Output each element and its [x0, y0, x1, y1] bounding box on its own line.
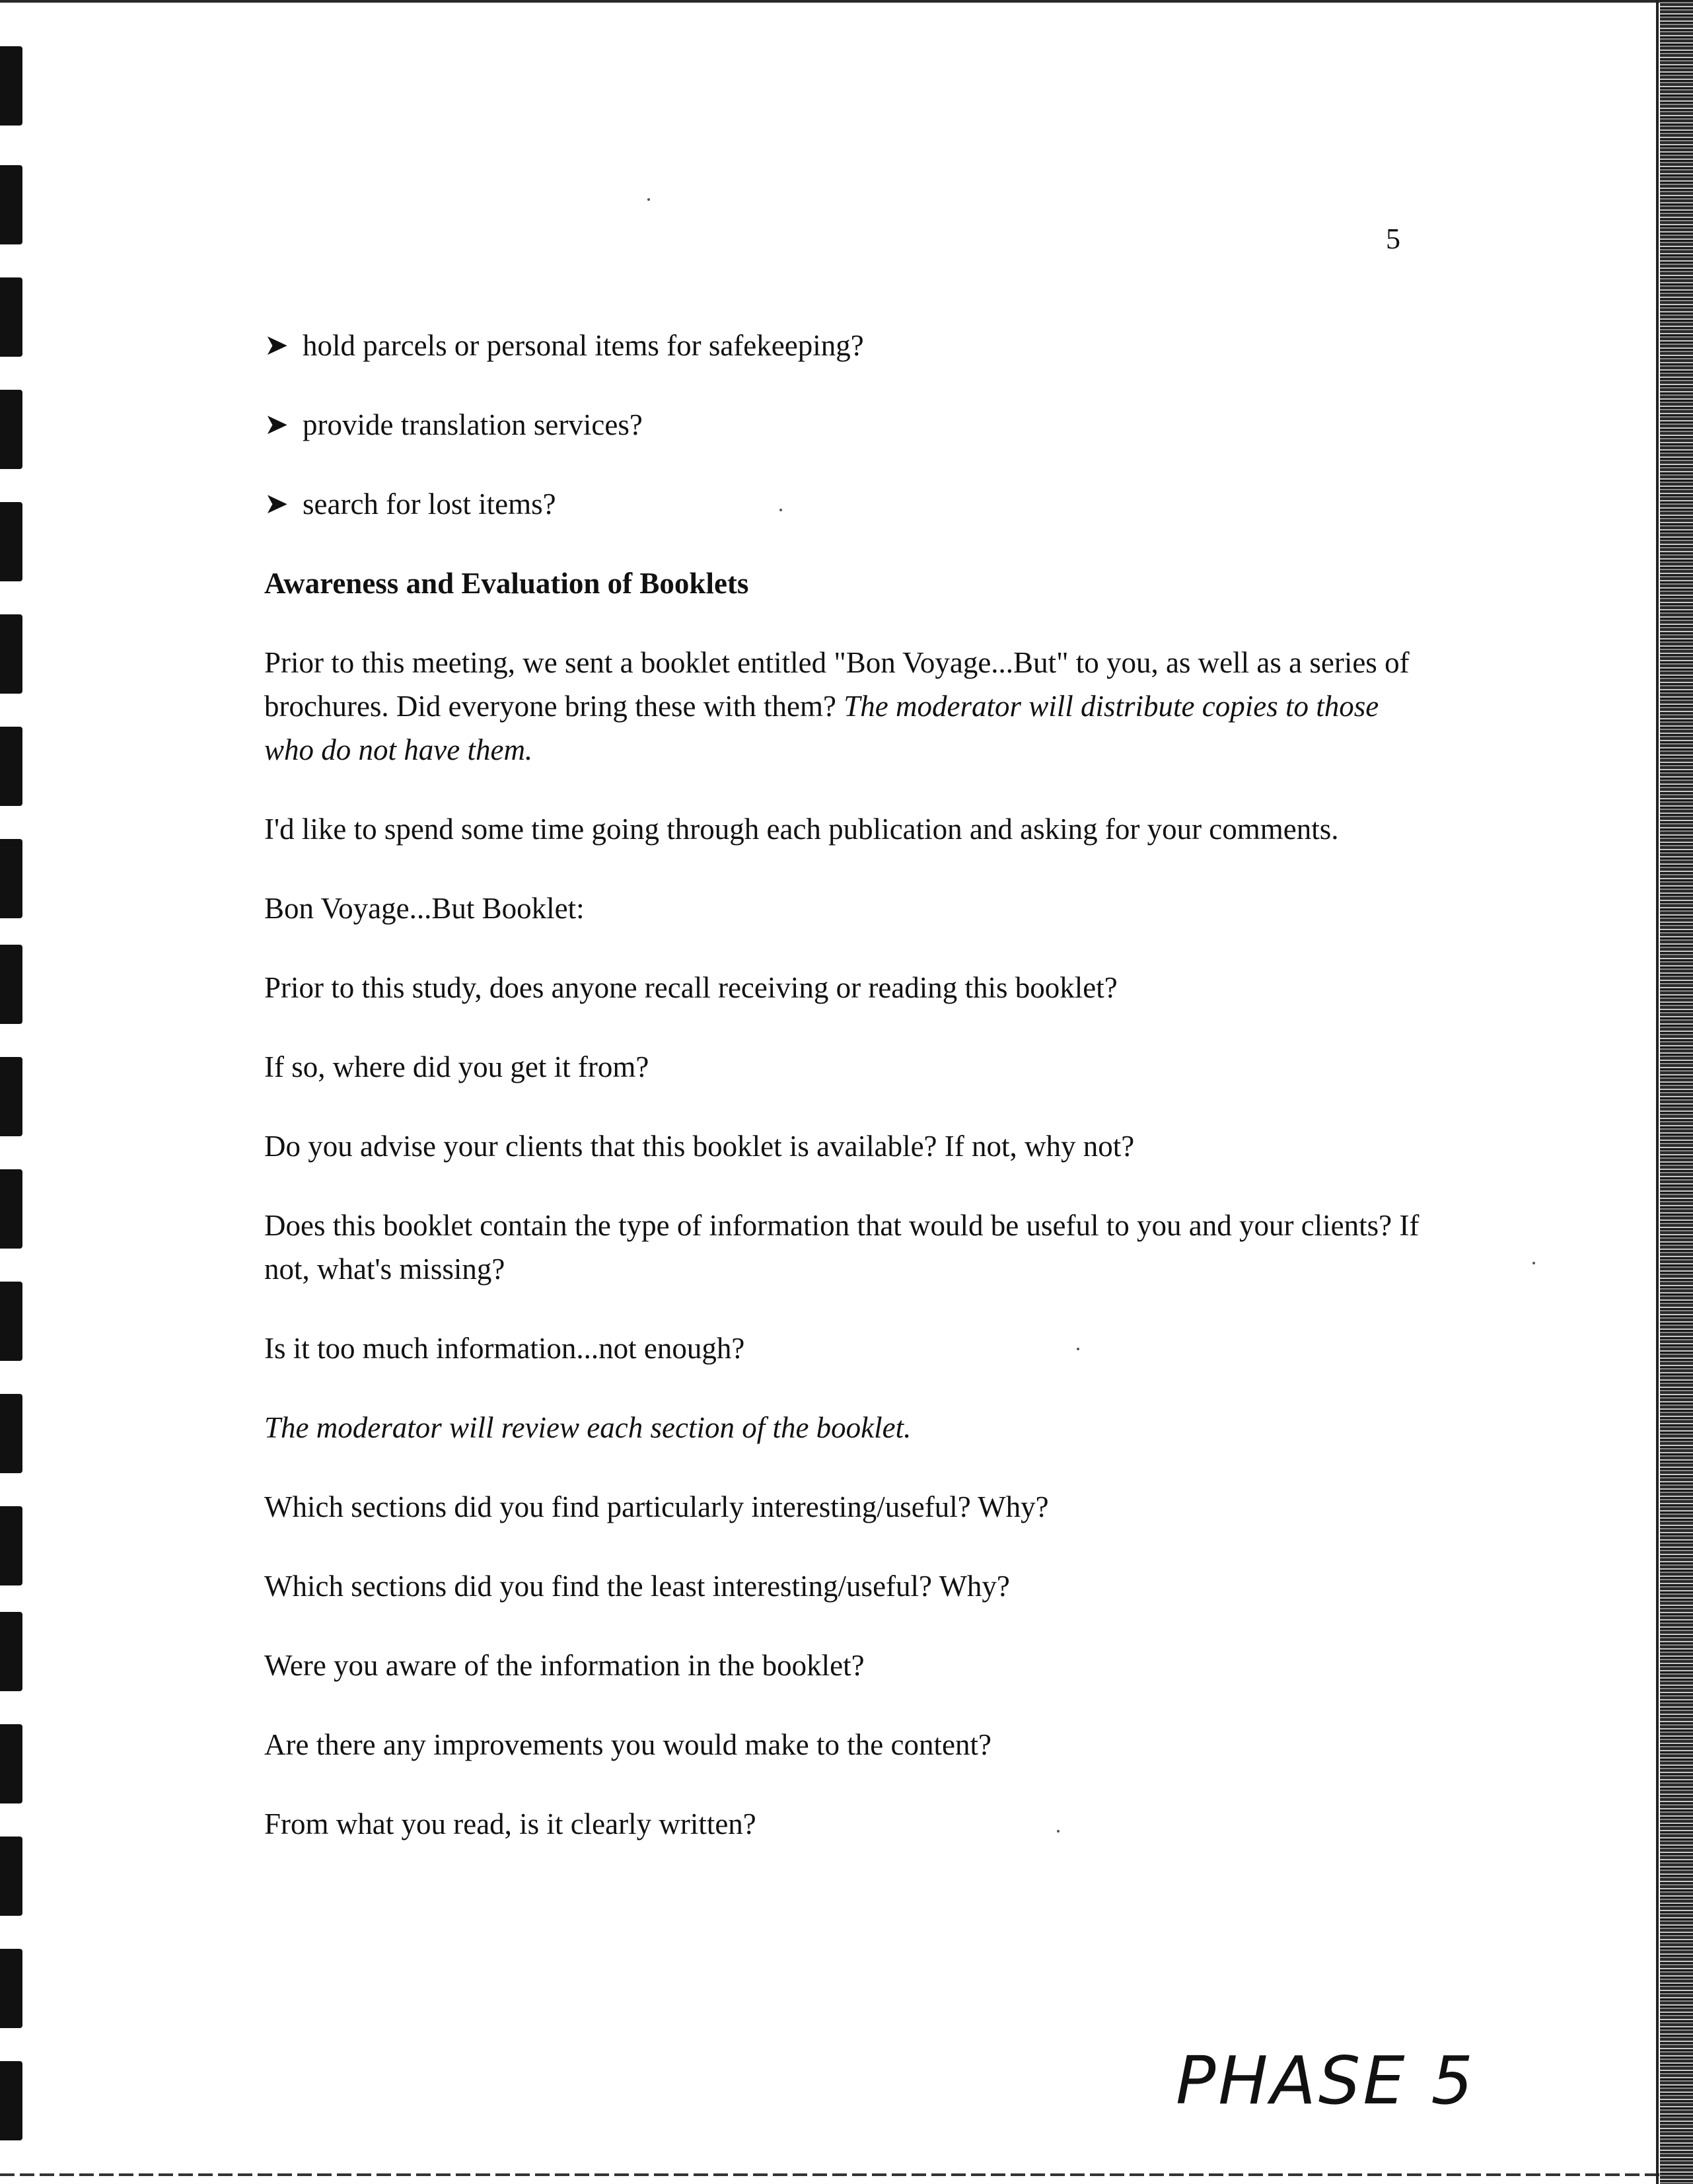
binding-hole [0, 1169, 22, 1249]
document-body [264, 324, 1427, 1881]
binding-hole [0, 1506, 22, 1585]
phase-label: PHASE 5 [1176, 2042, 1476, 2119]
scan-bottom-edge [0, 2173, 1693, 2176]
intro-text: Prior to this meeting, we sent a booklet entitled "Bon Voyage...But" to you, as well as a series of brochures. Did everyone bring these with them? [264, 646, 1410, 723]
question-clearly: From what you read, is it clearly written? [264, 1807, 756, 1840]
binding-hole [0, 1724, 22, 1803]
binding-hole [0, 1949, 22, 2028]
binding-texture [1660, 0, 1693, 2184]
scan-speck [1532, 1262, 1535, 1264]
section-heading: Awareness and Evaluation of Booklets [264, 567, 749, 600]
arrowhead-bullet-icon: ➤ [264, 487, 289, 521]
intro-paragraph [264, 641, 1427, 772]
binding-holes [0, 0, 26, 2184]
question-contain: Does this booklet contain the type of information that would be useful to you and your clients? If not, what's missing? [264, 1209, 1420, 1286]
binding-hole [0, 727, 22, 806]
arrowhead-bullet-icon: ➤ [264, 328, 289, 362]
question-too-much: Is it too much information...not enough? [264, 1332, 745, 1365]
page-edge-line [1656, 0, 1659, 2184]
binding-hole [0, 1612, 22, 1691]
page-number: 5 [1386, 223, 1400, 255]
bullet-text: provide translation services? [303, 408, 643, 441]
binding-hole [0, 277, 22, 357]
moderator-review-note: The moderator will review each section of the booklet. [264, 1411, 912, 1444]
paragraph-spend-time: I'd like to spend some time going through each publication and asking for your comments. [264, 813, 1339, 846]
binding-hole [0, 614, 22, 694]
question-advise: Do you advise your clients that this booklet is available? If not, why not? [264, 1130, 1135, 1163]
scan-speck [647, 198, 650, 201]
binding-hole [0, 165, 22, 244]
binding-hole [0, 945, 22, 1024]
binding-hole [0, 2061, 22, 2140]
question-aware: Were you aware of the information in the booklet? [264, 1649, 865, 1682]
question-where: If so, where did you get it from? [264, 1050, 649, 1083]
moderator-note: The moderator will distribute copies to those who do not have them. [264, 690, 1379, 766]
binding-hole [0, 502, 22, 581]
bullet-text: search for lost items? [303, 488, 556, 521]
binding-hole [0, 1394, 22, 1473]
bullet-text: hold parcels or personal items for safekeeping? [303, 329, 864, 362]
bullet-item [264, 482, 1427, 526]
scan-top-edge [0, 0, 1665, 3]
binding-hole [0, 390, 22, 469]
binding-hole [0, 1057, 22, 1136]
binding-hole [0, 46, 22, 126]
booklet-label: Bon Voyage...But Booklet: [264, 892, 585, 925]
question-improve: Are there any improvements you would make to the content? [264, 1728, 991, 1761]
question-recall: Prior to this study, does anyone recall receiving or reading this booklet? [264, 971, 1118, 1004]
arrowhead-bullet-icon: ➤ [264, 408, 289, 441]
binding-hole [0, 1837, 22, 1916]
binding-hole [0, 839, 22, 918]
question-least: Which sections did you find the least interesting/useful? Why? [264, 1570, 1010, 1603]
question-interesting: Which sections did you find particularly interesting/useful? Why? [264, 1490, 1049, 1523]
binding-hole [0, 1282, 22, 1361]
bullet-item [264, 324, 1427, 367]
bullet-item [264, 403, 1427, 447]
